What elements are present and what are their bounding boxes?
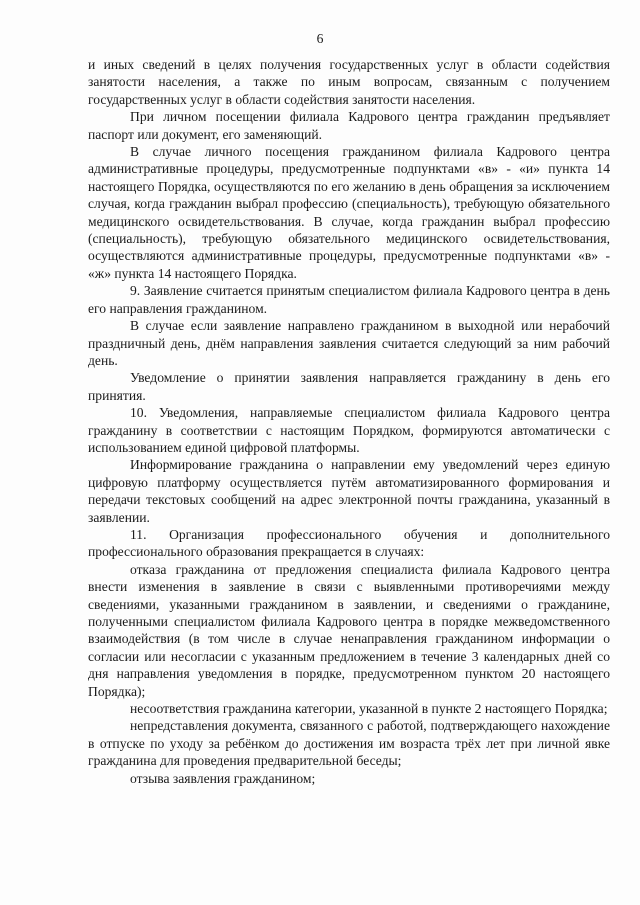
list-item-no-document: непредставления документа, связанного с работой, подтверждающего нахождение в отпуске по уходу за ребёнком до достижения им возраста трёх лет при личной явке гражданина для проведения предварительной беседы;	[88, 718, 610, 769]
page-number: 6	[316, 31, 324, 46]
paragraph-acceptance-notice: Уведомление о принятии заявления направляется гражданину в день его принятия.	[88, 370, 610, 403]
list-item-withdrawal: отзыва заявления гражданином;	[130, 770, 316, 786]
list-item-refusal: отказа гражданина от предложения специалиста филиала Кадрового центра внести изменения в заявление в связи с выявленными противоречиями между сведениями, указанными гражданином в заявлении, и сведениями о гражданине, полученными специалистом филиала Кадрового центра в порядке межведомственного взаимодействия (в том числе в случае ненаправления гражданином информации о согласии или несогласии с указанным предложением в течение 3 календарных дней со дня направления уведомления в порядке, предусмотренном пунктом 20 настоящего Порядка);	[88, 561, 610, 699]
paragraph-clause-9: 9. Заявление считается принятым специалистом филиала Кадрового центра в день его направления гражданином.	[88, 283, 610, 316]
document-body	[88, 56, 610, 787]
paragraph-personal-visit: В случае личного посещения гражданином филиала Кадрового центра административные процедуры, предусмотренные подпунктами «в» - «и» пункта 14 настоящего Порядка, осуществляются по его желанию в день обращения за исключением случая, когда гражданин выбрал профессию (специальность), требующую обязательного медицинского освидетельствования. В случае, когда гражданин выбрал профессию (специальность), требующую обязательного медицинского освидетельствования, осуществляются административные процедуры, предусмотренные подпунктами «в» - «ж» пункта 14 настоящего Порядка.	[88, 144, 610, 281]
paragraph-informing: Информирование гражданина о направлении ему уведомлений через единую цифровую платформу осуществляется путём автоматизированного формирования и передачи текстовых сообщений на адрес электронной почты гражданина, указанный в заявлении.	[88, 457, 610, 525]
list-item-category-mismatch: несоответствия гражданина категории, указанной в пункте 2 настоящего Порядка;	[130, 701, 608, 717]
paragraph-weekend-submission: В случае если заявление направлено гражданином в выходной или нерабочий праздничный день, днём направления заявления считается следующий за ним рабочий день.	[88, 318, 610, 368]
paragraph-clause-11: 11. Организация профессионального обучения и дополнительного профессионального образования прекращается в случаях:	[88, 526, 610, 560]
paragraph-clause-10: 10. Уведомления, направляемые специалистом филиала Кадрового центра гражданину в соответствии с настоящим Порядком, формируются автоматически с использованием единой цифровой платформы.	[88, 405, 610, 455]
paragraph-passport: При личном посещении филиала Кадрового центра гражданин предъявляет паспорт или документ, его заменяющий.	[88, 109, 610, 142]
paragraph-continuation: и иных сведений в целях получения государственных услуг в области содействия занятости населения, а также по иным вопросам, связанным с получением государственных услуг в области содействия занятости населения.	[88, 57, 610, 107]
